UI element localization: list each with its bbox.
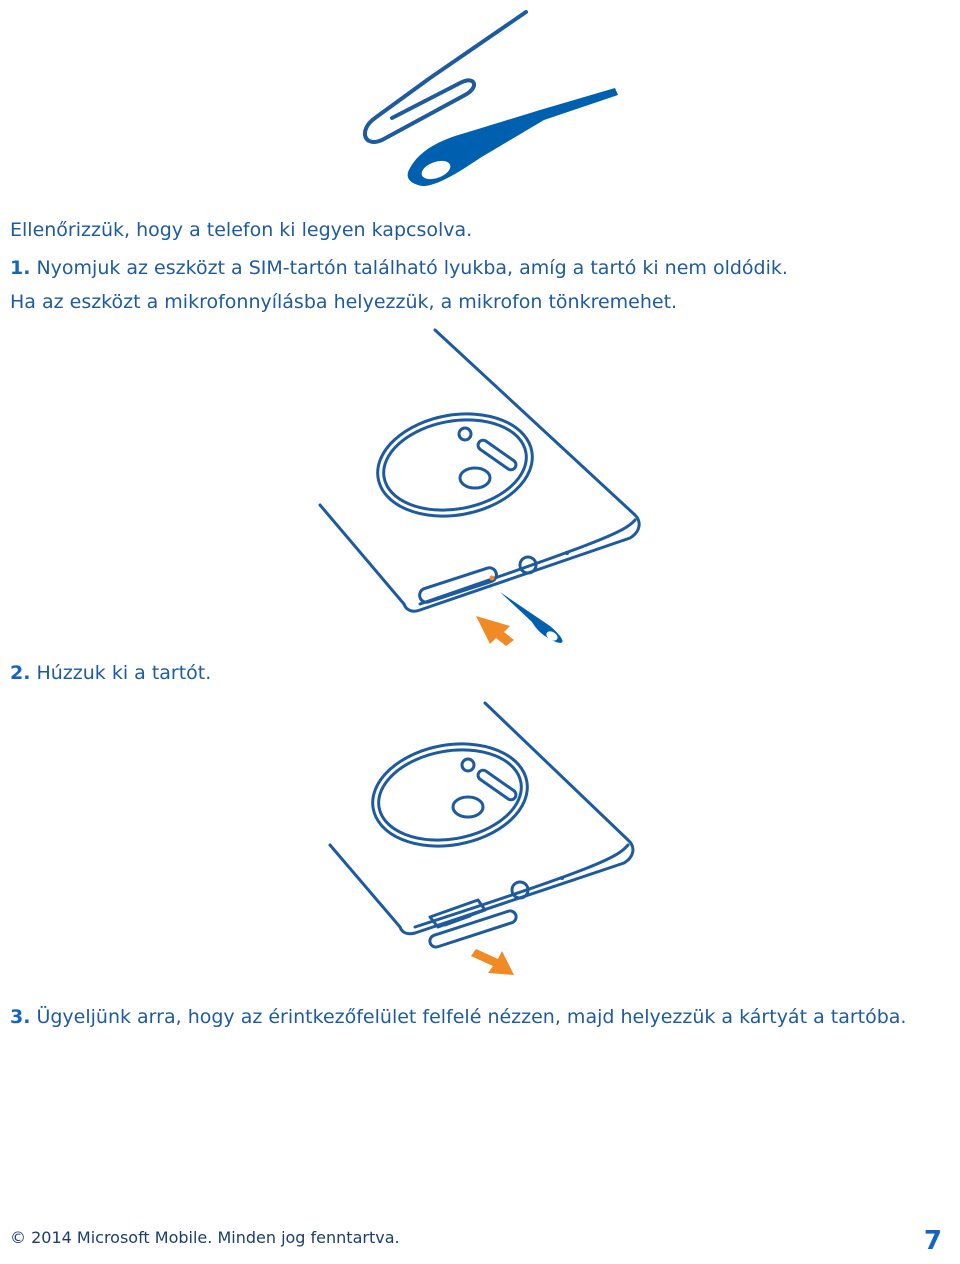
phone-insert-tool-illustration	[300, 320, 660, 660]
copyright-footer: © 2014 Microsoft Mobile. Minden jog fenntartva.	[10, 1228, 400, 1247]
step-3-text: Ügyeljünk arra, hogy az érintkezőfelület felfelé nézzen, majd helyezzük a kártyát a tartóba.	[36, 1006, 907, 1028]
phone-pull-tray-illustration	[310, 695, 660, 995]
insert-arrow-icon	[476, 616, 514, 646]
page-number: 7	[923, 1226, 942, 1256]
step-1-text: Nyomjuk az eszközt a SIM-tartón található lyukba, amíg a tartó ki nem oldódik.	[36, 257, 788, 279]
sim-tools-illustration	[330, 0, 630, 200]
sim-tool-icon	[500, 592, 563, 643]
pull-arrow-icon	[471, 949, 514, 975]
step-2-text: Húzzuk ki a tartót.	[36, 662, 212, 684]
intro-text: Ellenőrizzük, hogy a telefon ki legyen kapcsolva.	[10, 219, 473, 241]
warning-text: Ha az eszközt a mikrofonnyílásba helyezzük, a mikrofon tönkremehet.	[10, 291, 678, 313]
step-1	[10, 256, 788, 280]
sim-eject-tool-icon	[408, 88, 618, 186]
step-3-number: 3.	[10, 1006, 31, 1028]
step-2	[10, 661, 211, 685]
step-1-number: 1.	[10, 257, 31, 279]
step-3	[10, 1005, 906, 1029]
step-2-number: 2.	[10, 662, 31, 684]
